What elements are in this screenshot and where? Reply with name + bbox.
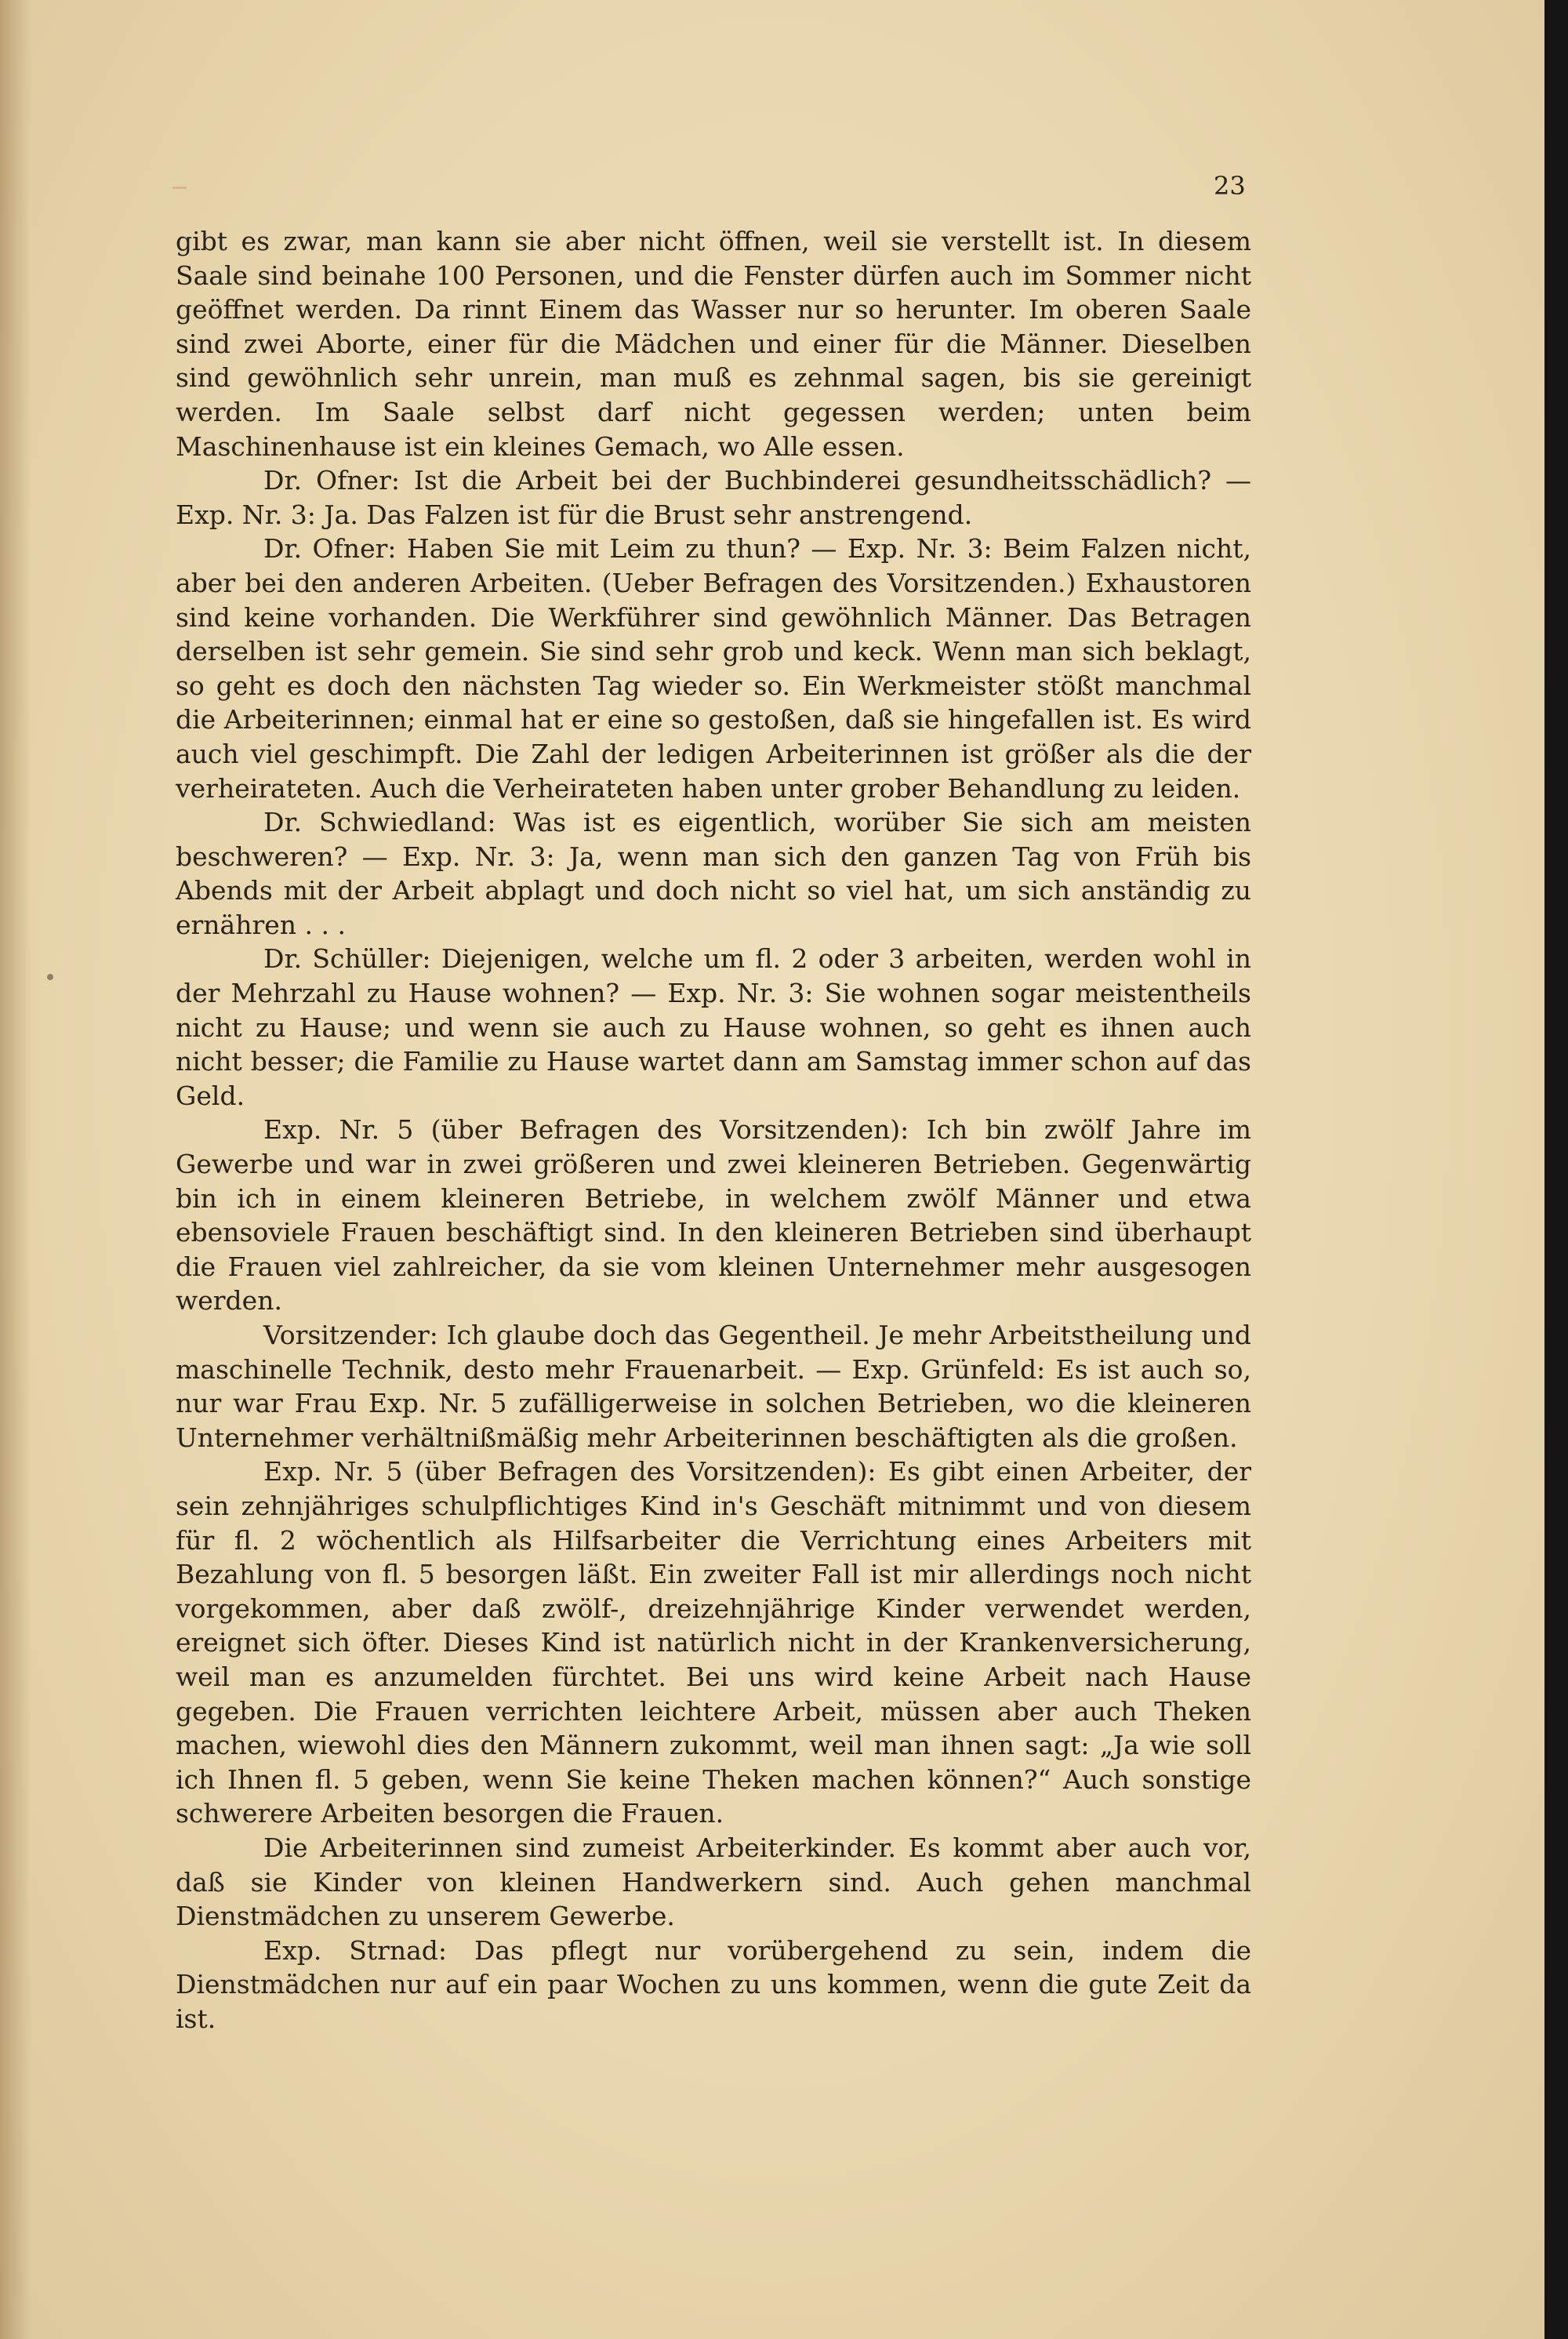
paper-speck xyxy=(47,974,53,980)
paragraph: Dr. Ofner: Ist die Arbeit bei der Buchbinderei gesundheitsschädlich? — Exp. Nr. 3: Ja. Das Falzen ist für die Brust sehr anstrengend. xyxy=(176,465,1251,530)
page-number: 23 xyxy=(1214,171,1246,201)
paragraph: Exp. Strnad: Das pflegt nur vorübergehend zu sein, indem die Dienstmädchen nur auf ein paar Wochen zu uns kommen, wenn die gute Zeit da ist. xyxy=(176,1934,1251,2034)
paragraph: Die Arbeiterinnen sind zumeist Arbeiterkinder. Es kommt aber auch vor, daß sie Kinder von kleinen Handwerkern sind. Auch gehen manchmal Dienstmädchen zu unserem Gewerbe. xyxy=(176,1832,1251,1932)
paragraph: Vorsitzender: Ich glaube doch das Gegentheil. Je mehr Arbeitstheilung und maschinelle Technik, desto mehr Frauenarbeit. — Exp. Grünfeld: Es ist auch so, nur war Frau Exp. Nr. 5 zufälligerweise in solchen Betrieben, wo die kleineren Unternehmer verhältnißmäßig mehr Arbeiterinnen beschäftigten als die großen. xyxy=(176,1320,1251,1453)
paragraph: Exp. Nr. 5 (über Befragen des Vorsitzenden): Ich bin zwölf Jahre im Gewerbe und war in zwei größeren und zwei kleineren Betrieben. Gegenwärtig bin ich in einem kleineren Betriebe, in welchem zwölf Männer und etwa ebensoviele Frauen beschäftigt sind. In den kleineren Betrieben sind überhaupt die Frauen viel zahlreicher, da sie vom kleinen Unternehmer mehr ausgesogen werden. xyxy=(176,1114,1251,1317)
scan-border xyxy=(1544,0,1568,2339)
paragraph: Dr. Schüller: Diejenigen, welche um fl. 2 oder 3 arbeiten, werden wohl in der Mehrzahl zu Hause wohnen? — Exp. Nr. 3: Sie wohnen sogar meistentheils nicht zu Hause; und wenn sie auch zu Hause wohnen, so geht es ihnen auch nicht besser; die Familie zu Hause wartet dann am Samstag immer schon auf das Geld. xyxy=(176,943,1251,1111)
paper-mark xyxy=(172,187,187,189)
body-text xyxy=(176,224,1251,2036)
paragraph: Dr. Schwiedland: Was ist es eigentlich, worüber Sie sich am meisten beschweren? — Exp. Nr. 3: Ja, wenn man sich den ganzen Tag von Früh bis Abends mit der Arbeit abplagt und doch nicht so viel hat, um sich anständig zu ernähren . . . xyxy=(176,807,1251,940)
paragraph: gibt es zwar, man kann sie aber nicht öffnen, weil sie verstellt ist. In diesem Saale sind beinahe 100 Personen, und die Fenster dürfen auch im Sommer nicht geöffnet werden. Da rinnt Einem das Wasser nur so herunter. Im oberen Saale sind zwei Aborte, einer für die Mädchen und einer für die Männer. Dieselben sind gewöhnlich sehr unrein, man muß es zehnmal sagen, bis sie gereinigt werden. Im Saale selbst darf nicht gegessen werden; unten beim Maschinenhause ist ein kleines Gemach, wo Alle essen. xyxy=(176,226,1251,462)
paragraph: Dr. Ofner: Haben Sie mit Leim zu thun? — Exp. Nr. 3: Beim Falzen nicht, aber bei den anderen Arbeiten. (Ueber Befragen des Vorsitzenden.) Exhaustoren sind keine vorhanden. Die Werkführer sind gewöhnlich Männer. Das Betragen derselben ist sehr gemein. Sie sind sehr grob und keck. Wenn man sich beklagt, so geht es doch den nächsten Tag wieder so. Ein Werkmeister stößt manchmal die Arbeiterinnen; einmal hat er eine so gestoßen, daß sie hingefallen ist. Es wird auch viel geschimpft. Die Zahl der ledigen Arbeiterinnen ist größer als die der verheirateten. Auch die Verheirateten haben unter grober Behandlung zu leiden. xyxy=(176,533,1251,804)
paragraph: Exp. Nr. 5 (über Befragen des Vorsitzenden): Es gibt einen Arbeiter, der sein zehnjähriges schulpflichtiges Kind in's Geschäft mitnimmt und von diesem für fl. 2 wöchentlich als Hilfsarbeiter die Verrichtung eines Arbeiters mit Bezahlung von fl. 5 besorgen läßt. Ein zweiter Fall ist mir allerdings noch nicht vorgekommen, aber daß zwölf-, dreizehnjährige Kinder verwendet werden, ereignet sich öfter. Dieses Kind ist natürlich nicht in der Krankenversicherung, weil man es anzumelden fürchtet. Bei uns wird keine Arbeit nach Hause gegeben. Die Frauen verrichten leichtere Arbeit, müssen aber auch Theken machen, wiewohl dies den Männern zukommt, weil man ihnen sagt: „Ja wie soll ich Ihnen fl. 5 geben, wenn Sie keine Theken machen können?“ Auch sonstige schwerere Arbeiten besorgen die Frauen. xyxy=(176,1456,1251,1829)
page-edge-shadow xyxy=(0,0,31,2339)
